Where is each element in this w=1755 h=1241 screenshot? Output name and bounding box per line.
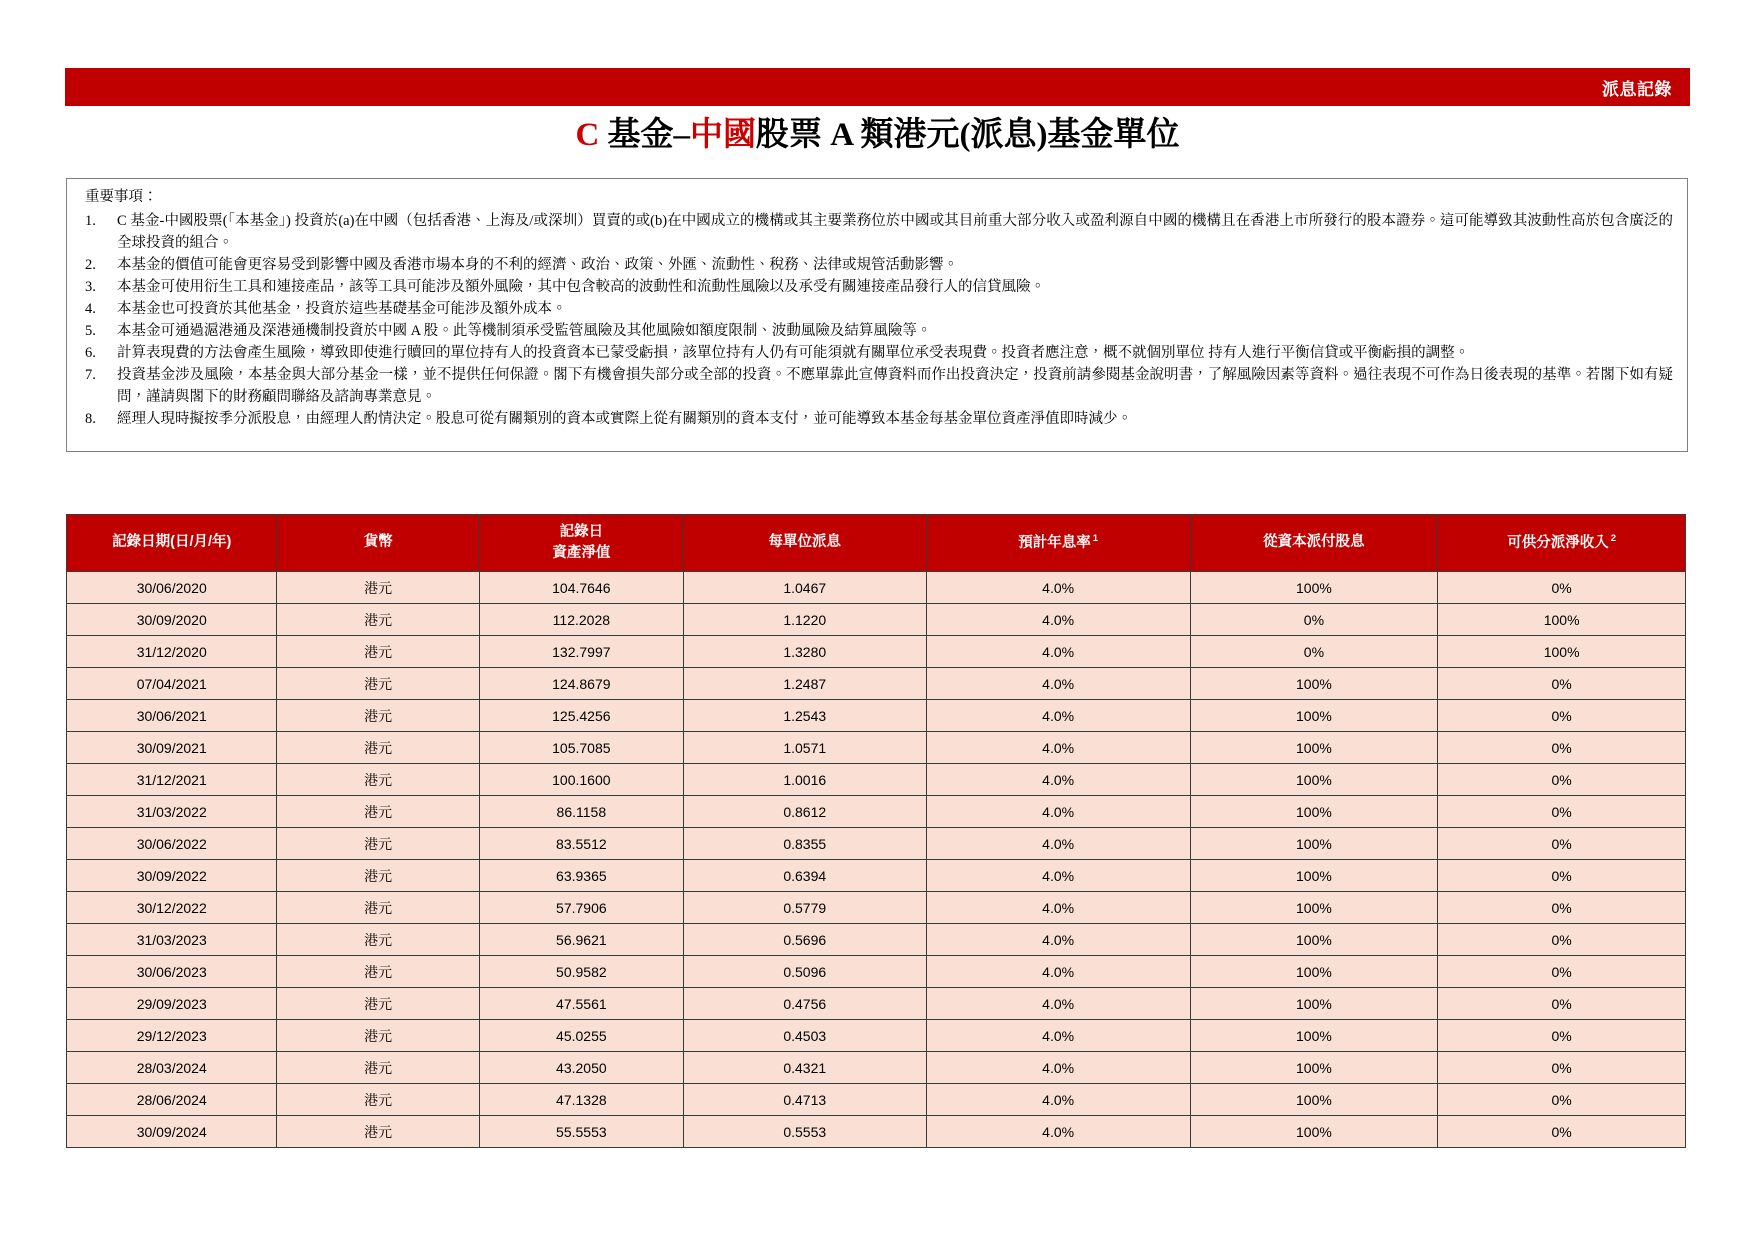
cell-date: 28/03/2024 [67,1052,277,1084]
cell-dpu: 0.5553 [683,1116,926,1148]
column-header-text-line1: 記錄日 [559,523,604,540]
table-row [67,860,1686,892]
cell-date: 31/12/2020 [67,636,277,668]
cell-currency: 港元 [277,860,479,892]
note-item [79,408,1675,430]
cell-rate: 4.0% [926,700,1190,732]
cell-currency: 港元 [277,828,479,860]
table-row [67,892,1686,924]
cell-rate: 4.0% [926,1084,1190,1116]
page-title-segment-fund: 基金– [599,117,691,153]
note-number: 6. [85,345,96,362]
cell-nav: 86.1158 [479,796,683,828]
column-header-text: 記錄日期(日/月/年) [112,534,232,551]
cell-dpu: 0.5696 [683,924,926,956]
cell-date: 30/12/2022 [67,892,277,924]
cell-net-income: 0% [1438,924,1686,956]
cell-net-income: 0% [1438,668,1686,700]
cell-nav: 45.0255 [479,1020,683,1052]
cell-net-income: 0% [1438,860,1686,892]
cell-net-income: 0% [1438,796,1686,828]
cell-date: 29/12/2023 [67,1020,277,1052]
cell-rate: 4.0% [926,732,1190,764]
column-header-text: 貨幣 [363,534,393,551]
cell-currency: 港元 [277,1052,479,1084]
cell-net-income: 100% [1438,604,1686,636]
cell-rate: 4.0% [926,1116,1190,1148]
note-number: 4. [85,301,96,318]
cell-nav: 63.9365 [479,860,683,892]
cell-date: 31/03/2023 [67,924,277,956]
cell-date: 30/09/2024 [67,1116,277,1148]
cell-from-capital: 100% [1190,924,1438,956]
note-item [79,210,1675,254]
important-notes-box [66,178,1688,452]
column-header-text: 每單位派息 [768,534,841,551]
cell-net-income: 0% [1438,572,1686,604]
cell-nav: 100.1600 [479,764,683,796]
note-text: 本基金也可投資於其他基金，投資於這些基礎基金可能涉及額外成本。 [117,301,567,318]
column-header-nav [479,515,683,572]
cell-dpu: 0.4756 [683,988,926,1020]
table-row [67,1084,1686,1116]
table-row [67,796,1686,828]
note-text: 計算表現費的方法會產生風險，導致即使進行贖回的單位持有人的投資資本已蒙受虧損，該單位持有人仍有可能須就有關單位承受表現費。投資者應注意，概不就個別單位 持有人進行平衡信貸或平衡虧損的調整。 [117,345,1470,362]
cell-from-capital: 100% [1190,700,1438,732]
cell-from-capital: 100% [1190,1052,1438,1084]
cell-net-income: 0% [1438,956,1686,988]
cell-from-capital: 100% [1190,1020,1438,1052]
note-item [79,342,1675,364]
note-text: 本基金可通過滬港通及深港通機制投資於中國 A 股。此等機制須承受監管風險及其他風險如額度限制、波動風險及結算風險等。 [117,323,932,340]
note-number: 3. [85,279,96,296]
cell-from-capital: 100% [1190,892,1438,924]
cell-dpu: 1.3280 [683,636,926,668]
cell-nav: 43.2050 [479,1052,683,1084]
table-row [67,828,1686,860]
cell-dpu: 0.8355 [683,828,926,860]
cell-nav: 132.7997 [479,636,683,668]
cell-date: 29/09/2023 [67,988,277,1020]
cell-from-capital: 0% [1190,636,1438,668]
table-row [67,1020,1686,1052]
cell-nav: 55.5553 [479,1116,683,1148]
note-text: 投資基金涉及風險，本基金與大部分基金一樣，並不提供任何保證。閣下有機會損失部分或全部的投資。不應單靠此宣傳資料而作出投資決定，投資前請參閱基金說明書，了解風險因素等資料。過往表現不可作為日後表現的基準。若閣下如有疑問，謹請與閣下的財務顧問聯絡及諮詢專業意見。 [117,367,1673,406]
cell-date: 30/06/2023 [67,956,277,988]
top-banner [65,68,1690,106]
cell-currency: 港元 [277,956,479,988]
note-number: 8. [85,411,96,428]
page-title-segment-china: 中國 [690,117,757,153]
column-header-text: 可供分派淨收入 [1507,534,1609,551]
table-row [67,1116,1686,1148]
table-row [67,764,1686,796]
banner-label: 派息記錄 [1602,79,1672,99]
cell-net-income: 0% [1438,1020,1686,1052]
cell-dpu: 0.5779 [683,892,926,924]
note-text: 經理人現時擬按季分派股息，由經理人酌情決定。股息可從有關類別的資本或實際上從有關類別的資本支付，並可能導致本基金每基金單位資產淨值即時減少。 [117,411,1132,428]
cell-from-capital: 100% [1190,860,1438,892]
cell-date: 30/09/2022 [67,860,277,892]
cell-rate: 4.0% [926,956,1190,988]
note-item [79,320,1675,342]
cell-net-income: 0% [1438,732,1686,764]
note-text: 本基金的價值可能會更容易受到影響中國及香港市場本身的不利的經濟、政治、政策、外匯、流動性、稅務、法律或規管活動影響。 [117,257,958,274]
cell-date: 30/09/2020 [67,604,277,636]
cell-nav: 56.9621 [479,924,683,956]
cell-net-income: 0% [1438,892,1686,924]
cell-dpu: 1.0467 [683,572,926,604]
cell-rate: 4.0% [926,636,1190,668]
column-header-currency [277,515,479,572]
cell-from-capital: 0% [1190,604,1438,636]
cell-date: 30/06/2022 [67,828,277,860]
footnote-marker-2: 2 [1610,533,1617,545]
cell-dpu: 1.0571 [683,732,926,764]
cell-rate: 4.0% [926,796,1190,828]
cell-from-capital: 100% [1190,828,1438,860]
cell-date: 30/09/2021 [67,732,277,764]
important-notes-heading: 重要事項： [85,189,158,205]
note-number: 7. [85,367,96,384]
cell-from-capital: 100% [1190,732,1438,764]
cell-from-capital: 100% [1190,764,1438,796]
column-header-net-distributable-income [1438,515,1686,572]
note-item [79,298,1675,320]
note-number: 2. [85,257,96,274]
cell-currency: 港元 [277,636,479,668]
cell-from-capital: 100% [1190,796,1438,828]
cell-from-capital: 100% [1190,1116,1438,1148]
footnote-marker-1: 1 [1092,533,1099,545]
cell-dpu: 1.2543 [683,700,926,732]
column-header-annualized-yield [926,515,1190,572]
cell-from-capital: 100% [1190,956,1438,988]
note-item [79,276,1675,298]
note-item [79,254,1675,276]
cell-date: 30/06/2020 [67,572,277,604]
page-title [0,115,1755,156]
cell-dpu: 0.4503 [683,1020,926,1052]
cell-nav: 125.4256 [479,700,683,732]
cell-currency: 港元 [277,988,479,1020]
cell-dpu: 1.0016 [683,764,926,796]
cell-dpu: 0.8612 [683,796,926,828]
table-row [67,636,1686,668]
cell-dpu: 1.2487 [683,668,926,700]
cell-currency: 港元 [277,700,479,732]
table-row [67,956,1686,988]
cell-from-capital: 100% [1190,572,1438,604]
table-row [67,668,1686,700]
cell-from-capital: 100% [1190,988,1438,1020]
table-header-row [67,515,1686,572]
cell-currency: 港元 [277,668,479,700]
table-row [67,572,1686,604]
cell-net-income: 0% [1438,700,1686,732]
cell-currency: 港元 [277,732,479,764]
cell-net-income: 0% [1438,1084,1686,1116]
note-item [79,364,1675,408]
page-title-segment-rest: 股票 A 類港元(派息)基金單位 [756,117,1180,153]
cell-currency: 港元 [277,764,479,796]
cell-currency: 港元 [277,796,479,828]
note-number: 1. [85,213,96,230]
cell-nav: 104.7646 [479,572,683,604]
column-header-distribution-per-unit [683,515,926,572]
note-number: 5. [85,323,96,340]
cell-rate: 4.0% [926,860,1190,892]
cell-net-income: 0% [1438,764,1686,796]
cell-currency: 港元 [277,572,479,604]
table-header [67,515,1686,572]
table-body [67,572,1686,1148]
cell-dpu: 0.6394 [683,860,926,892]
cell-date: 28/06/2024 [67,1084,277,1116]
cell-from-capital: 100% [1190,668,1438,700]
cell-currency: 港元 [277,604,479,636]
cell-currency: 港元 [277,924,479,956]
distribution-table [66,514,1686,1148]
cell-currency: 港元 [277,1020,479,1052]
cell-rate: 4.0% [926,572,1190,604]
column-header-paid-from-capital [1190,515,1438,572]
cell-nav: 124.8679 [479,668,683,700]
cell-dpu: 0.4321 [683,1052,926,1084]
table-row [67,924,1686,956]
column-header-text: 預計年息率 [1018,534,1091,551]
cell-nav: 47.5561 [479,988,683,1020]
cell-rate: 4.0% [926,1052,1190,1084]
cell-dpu: 1.1220 [683,604,926,636]
cell-nav: 112.2028 [479,604,683,636]
page-title-segment-c: C [575,117,600,153]
cell-rate: 4.0% [926,764,1190,796]
cell-rate: 4.0% [926,924,1190,956]
cell-currency: 港元 [277,892,479,924]
cell-dpu: 0.4713 [683,1084,926,1116]
cell-net-income: 0% [1438,828,1686,860]
cell-rate: 4.0% [926,604,1190,636]
cell-net-income: 100% [1438,636,1686,668]
table-row [67,700,1686,732]
note-text: C 基金-中國股票(「本基金」) 投資於(a)在中國（包括香港、上海及/或深圳）買賣的或(b)在中國成立的機構或其主要業務位於中國或其目前重大部分收入或盈利源自中國的機構且在香港上市所發行的股本證券。這可能導致其波動性高於包含廣泛的全球投資的組合。 [117,213,1673,252]
cell-rate: 4.0% [926,892,1190,924]
cell-rate: 4.0% [926,1020,1190,1052]
important-notes-list [79,210,1675,430]
cell-net-income: 0% [1438,1052,1686,1084]
cell-date: 30/06/2021 [67,700,277,732]
cell-date: 31/12/2021 [67,764,277,796]
cell-rate: 4.0% [926,668,1190,700]
note-text: 本基金可使用衍生工具和連接產品，該等工具可能涉及額外風險，其中包含較高的波動性和流動性風險以及承受有關連接產品發行人的信貸風險。 [117,279,1045,296]
cell-date: 31/03/2022 [67,796,277,828]
cell-currency: 港元 [277,1116,479,1148]
cell-nav: 57.7906 [479,892,683,924]
table-row [67,1052,1686,1084]
cell-net-income: 0% [1438,988,1686,1020]
cell-rate: 4.0% [926,988,1190,1020]
cell-dpu: 0.5096 [683,956,926,988]
cell-nav: 83.5512 [479,828,683,860]
column-header-text-line2: 資產淨值 [552,545,611,561]
table-row [67,988,1686,1020]
column-header-record-date [67,515,277,572]
cell-net-income: 0% [1438,1116,1686,1148]
cell-currency: 港元 [277,1084,479,1116]
cell-nav: 105.7085 [479,732,683,764]
table-row [67,732,1686,764]
column-header-text: 從資本派付股息 [1263,534,1365,551]
cell-rate: 4.0% [926,828,1190,860]
cell-from-capital: 100% [1190,1084,1438,1116]
cell-date: 07/04/2021 [67,668,277,700]
cell-nav: 47.1328 [479,1084,683,1116]
cell-nav: 50.9582 [479,956,683,988]
table-row [67,604,1686,636]
